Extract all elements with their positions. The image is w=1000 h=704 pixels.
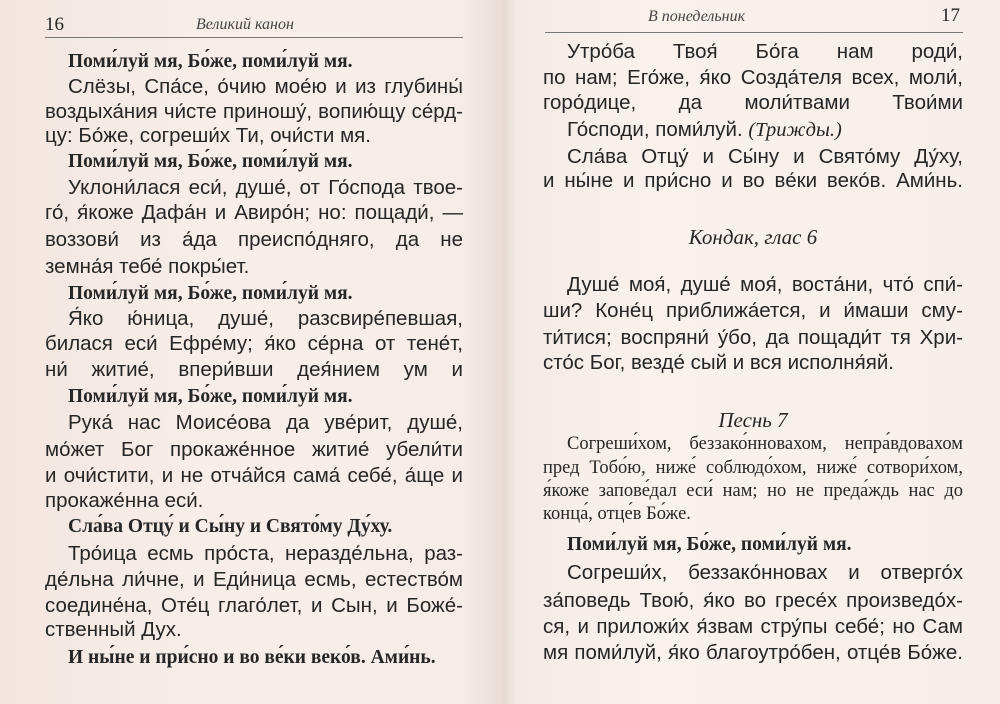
line-text: Утро́ба Твоя́ Бо́га нам роди́, <box>567 40 963 63</box>
header-rule <box>45 37 463 38</box>
line-text: горо́дице, да моли́твами Твои́ми <box>543 91 963 114</box>
line-text: соедине́на, Оте́ц глаго́лет, и Сын, и Боже́- <box>45 594 463 617</box>
refrain-line <box>68 384 353 410</box>
text-line <box>68 306 463 332</box>
section-heading <box>543 407 963 433</box>
line-text: цу: Бо́же, согреши́х Ти, очи́сти мя. <box>45 124 371 147</box>
line-text: Согреши́хом, беззако́нновахом, непра́вдовахом <box>567 434 963 454</box>
line-text: за́поведь Твою́, я́ко во гресе́х произведо́х- <box>543 589 963 612</box>
text-line <box>543 588 963 614</box>
line-text: Поми́луй мя, Бо́же, поми́луй мя. <box>68 283 353 304</box>
running-head: Великий канон <box>196 16 294 33</box>
line-text: го́, я́коже Дафа́н и Авиро́н; но: пощади́, — <box>45 201 463 224</box>
line-text: Рука́ нас Моисе́ова да уве́рит, душе́, <box>68 411 463 434</box>
line-text: Душе́ моя́, душе́ моя́, воста́ни, что́ спи́- <box>567 273 963 296</box>
line-text: билася еси́ Ефре́му; я́ко се́рна от тене́т, <box>45 332 463 355</box>
text-line <box>45 617 182 643</box>
line-text: Уклони́лася еси́, душе́, от Го́спода твое- <box>68 176 463 199</box>
text-line <box>543 640 963 666</box>
page-number: 17 <box>941 5 960 26</box>
line-text: пред Тобо́ю, ниже́ соблюдо́хом, ниже́ сотвори́хом, <box>543 458 963 478</box>
line-text: воззови́ из а́да преиспо́дняго, да не <box>45 228 463 251</box>
text-line <box>567 560 963 586</box>
refrain-line <box>68 645 436 671</box>
line-text: Слёзы, Спа́се, о́чию мое́ю и из глубины́ <box>68 75 463 98</box>
text-line <box>45 593 463 619</box>
line-text: и ны́не и при́сно и во ве́ки веко́в. Ами́нь. <box>543 169 963 192</box>
line-text: Поми́луй мя, Бо́же, поми́луй мя. <box>68 386 353 407</box>
line-text: я́коже запове́дал еси́ нам; но не преда́ждь нас до <box>543 481 963 501</box>
text-line <box>543 350 894 376</box>
line-text: И ны́не и при́сно и во ве́ки веко́в. Ами́нь. <box>68 647 436 668</box>
text-line <box>45 227 463 253</box>
line-text: Кондак, глас 6 <box>688 225 818 249</box>
text-line <box>45 99 463 125</box>
text-line <box>543 65 963 91</box>
text-line <box>45 254 249 280</box>
text-line <box>45 200 463 226</box>
line-text: воздыха́ния чи́сте приношу́, вопию́щу се́рд- <box>45 100 463 123</box>
line-text: ся, и приложи́х я́звам стру́пы себе́; но Сам <box>543 615 963 638</box>
text-line <box>543 90 963 116</box>
line-text: Согреши́х, беззако́нновах и отверго́х <box>567 561 963 584</box>
section-heading <box>543 224 963 250</box>
line-text: ти́тися; воспряни́ у́бо, да пощади́т тя Хри- <box>543 326 963 349</box>
text-line <box>543 325 963 351</box>
line-text: де́льна ли́чне, и Еди́ница есмь, естество́м <box>45 568 463 591</box>
line-text: ственный Дух. <box>45 618 182 641</box>
refrain-line <box>567 532 852 558</box>
text-line <box>45 331 463 357</box>
text-line <box>543 298 963 324</box>
refrain-line <box>68 514 392 540</box>
line-text: сто́с Бог, везде́ сый и вся исполня́яй. <box>543 351 894 374</box>
rubric-text: (Трижды.) <box>748 119 842 141</box>
text-line <box>567 272 963 298</box>
line-text: Поми́луй мя, Бо́же, поми́луй мя. <box>567 534 852 555</box>
line-text: Го́споди, поми́луй. <box>567 118 749 141</box>
line-text: по нам; Его́же, я́ко Созда́теля всех, моли́, <box>543 66 963 89</box>
text-line <box>543 614 963 640</box>
text-line <box>567 117 842 143</box>
line-text: Тро́ица есмь про́ста, неразде́льна, раз- <box>68 542 463 565</box>
text-line <box>567 39 963 65</box>
line-text: конца́, отце́в Бо́же. <box>543 504 691 524</box>
text-line <box>68 541 463 567</box>
line-text: Поми́луй мя, Бо́же, поми́луй мя. <box>68 51 353 72</box>
text-line <box>567 431 963 457</box>
text-line <box>68 74 463 100</box>
right-page <box>502 0 1000 704</box>
refrain-line <box>68 49 353 75</box>
line-text: ши? Коне́ц приближа́ется, и и́маши сму- <box>543 299 963 322</box>
line-text: Сла́ва Отцу́ и Сы́ну и Свято́му Ду́ху. <box>68 516 393 537</box>
text-line <box>45 488 203 514</box>
text-line <box>543 168 963 194</box>
line-text: Поми́луй мя, Бо́же, поми́луй мя. <box>68 151 353 172</box>
line-text: Сла́ва Отцу́ и Сы́ну и Свято́му Ду́ху, <box>567 145 963 168</box>
line-text: ни́ житие́, впери́вши дея́нием ум и <box>45 358 463 381</box>
line-text: земна́я тебе́ покры́ет. <box>45 255 250 278</box>
text-line <box>68 175 463 201</box>
line-text: Песнь 7 <box>718 408 788 432</box>
running-head: В понедельник <box>648 8 746 25</box>
text-line <box>543 501 691 527</box>
text-line <box>45 437 463 463</box>
text-line <box>68 410 463 436</box>
page-number: 16 <box>45 14 64 35</box>
line-text: мо́жет Бог прокаже́нное житие́ убели́ти <box>45 438 463 461</box>
refrain-line <box>68 281 353 307</box>
line-text: прокаже́нна еси́. <box>45 489 204 512</box>
line-text: и очи́стити, и не отча́йся сама́ себе́, а́ще и <box>45 464 463 487</box>
text-line <box>45 123 371 149</box>
refrain-line <box>68 149 353 175</box>
header-rule <box>545 32 963 33</box>
text-line <box>45 567 463 593</box>
line-text: Я́ко ю́ница, душе́, разсвире́певшая, <box>68 307 463 330</box>
line-text: мя поми́луй, я́ко благоутро́бен, отце́в Бо́же. <box>543 641 963 664</box>
text-line <box>45 357 463 383</box>
text-line <box>567 144 963 170</box>
text-line <box>45 463 463 489</box>
